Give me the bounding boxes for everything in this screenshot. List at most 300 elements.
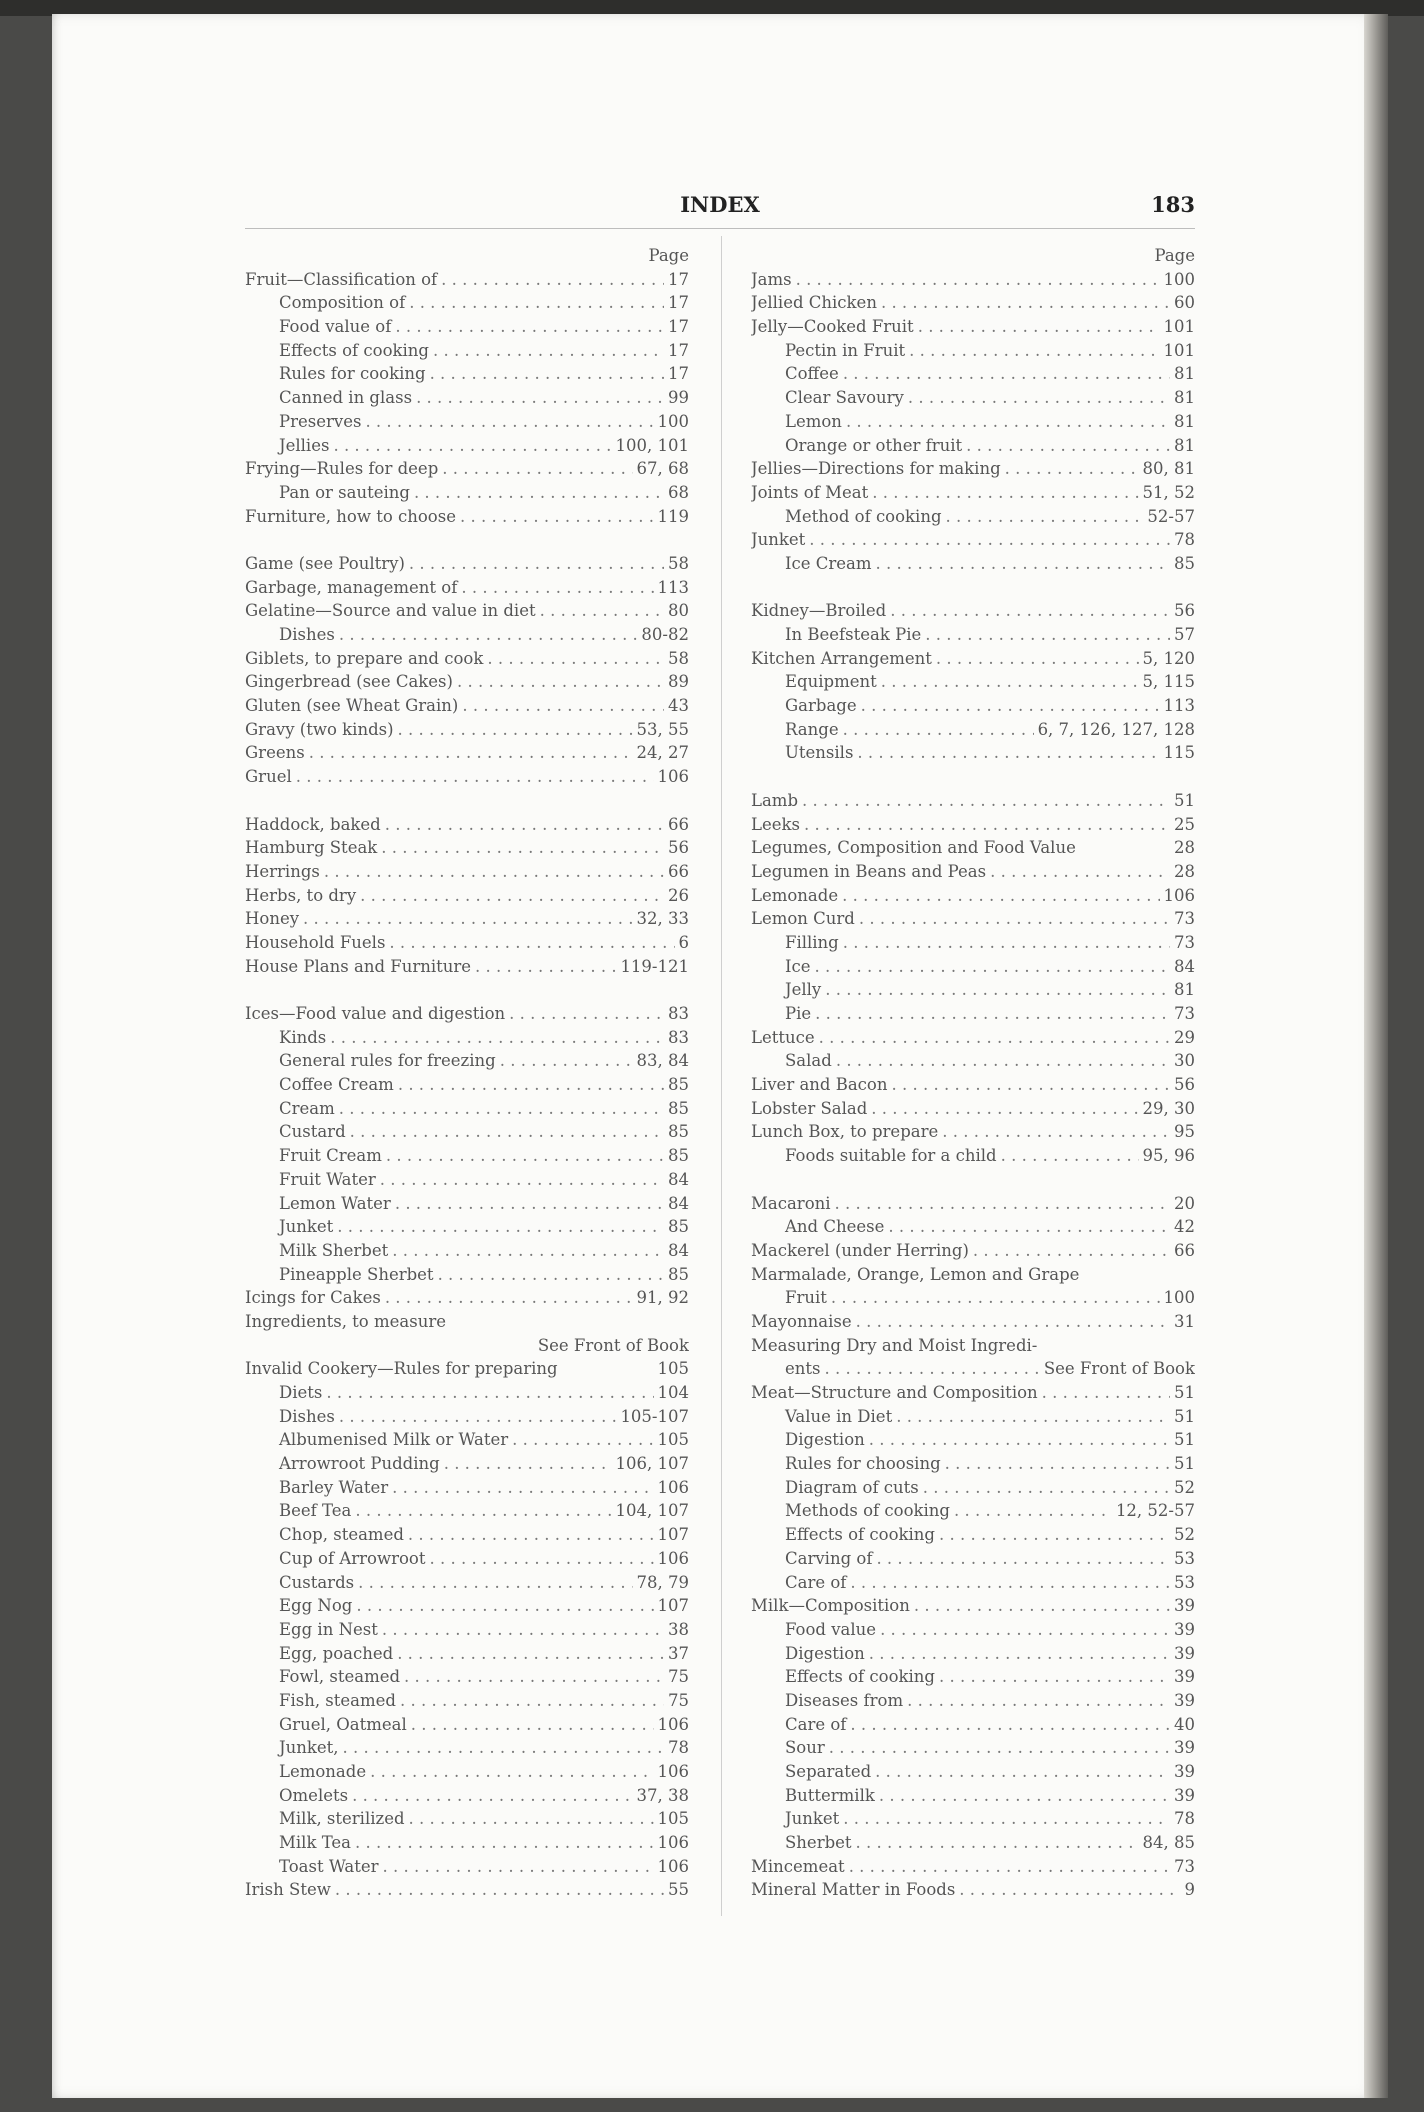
entry-term: Sour (785, 1738, 825, 1758)
entry-page-ref: 52 (1174, 1525, 1195, 1545)
dot-leader (836, 1049, 1170, 1073)
index-entry (245, 1002, 689, 1026)
entry-term: Hamburg Steak (245, 838, 378, 858)
index-spacer (751, 1168, 1195, 1192)
index-subentry (751, 718, 1195, 742)
entry-page-ref: 85 (668, 1122, 689, 1142)
entry-page-ref: 58 (668, 648, 689, 668)
entry-page-ref: 84 (668, 1169, 689, 1189)
dot-leader (355, 1831, 653, 1855)
entry-term: Dishes (279, 1406, 335, 1426)
index-entry (751, 1334, 1195, 1358)
entry-term: Garbage (785, 696, 857, 716)
page-column-heading (245, 244, 689, 268)
entry-term: Carving of (785, 1548, 873, 1568)
dot-leader (350, 1120, 664, 1144)
index-spacer (245, 789, 689, 813)
index-entry (751, 789, 1195, 813)
dot-leader (398, 1073, 664, 1097)
entry-term: Junket, (279, 1738, 339, 1758)
dot-leader (409, 1807, 654, 1831)
index-subentry (245, 1144, 689, 1168)
page-title: INDEX (680, 192, 760, 217)
entry-page-ref: 51 (1174, 790, 1195, 810)
dot-leader (809, 528, 1170, 552)
dot-leader (908, 386, 1170, 410)
index-entry (751, 860, 1195, 884)
dot-leader (330, 1026, 664, 1050)
dot-leader (869, 1428, 1170, 1452)
dot-leader (1001, 1144, 1139, 1168)
dot-leader (397, 1642, 664, 1666)
dot-leader (939, 1665, 1170, 1689)
dot-leader (869, 1642, 1170, 1666)
index-subentry (751, 410, 1195, 434)
dot-leader (843, 362, 1170, 386)
index-subentry (245, 1405, 689, 1429)
index-subentry (245, 1594, 689, 1618)
dot-leader (843, 718, 1034, 742)
dot-leader (339, 1097, 664, 1121)
entry-term: Pectin in Fruit (785, 340, 906, 360)
dot-leader (370, 1760, 653, 1784)
index-subentry (751, 1476, 1195, 1500)
index-entry (751, 884, 1195, 908)
index-subentry (751, 1618, 1195, 1642)
index-subentry (245, 1428, 689, 1452)
dot-leader (856, 1310, 1170, 1334)
entry-page-ref: 105 (657, 1430, 689, 1450)
entry-page-ref: 83 (668, 1027, 689, 1047)
entry-page-ref: 81 (1174, 388, 1195, 408)
index-subentry (245, 291, 689, 315)
dot-leader (360, 884, 664, 908)
entry-term: Effects of cooking (785, 1667, 935, 1687)
entry-term: Beef Tea (279, 1501, 352, 1521)
entry-term: Gruel (245, 767, 292, 787)
index-entry (751, 813, 1195, 837)
entry-page-ref: 52 (1174, 1477, 1195, 1497)
entry-page-ref: 84 (668, 1193, 689, 1213)
index-subentry (245, 1665, 689, 1689)
entry-term: Omelets (279, 1785, 349, 1805)
index-subentry (751, 1428, 1195, 1452)
dot-leader (457, 670, 664, 694)
dot-leader (802, 789, 1170, 813)
entry-page-ref: See Front of Book (1043, 1359, 1195, 1379)
entry-page-ref: 78 (1174, 530, 1195, 550)
dot-leader (411, 1713, 654, 1737)
entry-term: Composition of (279, 293, 406, 313)
entry-term: Diets (279, 1383, 323, 1402)
entry-page-ref: 91, 92 (636, 1288, 689, 1308)
entry-page-ref: 40 (1174, 1714, 1195, 1734)
dot-leader (876, 552, 1170, 576)
entry-page-ref: 17 (668, 293, 689, 313)
cross-reference-text: See Front of Book (537, 1335, 689, 1355)
entry-term: Ingredients, to measure (245, 1311, 446, 1331)
entry-page-ref: 39 (1174, 1667, 1195, 1687)
entry-term: Herrings (245, 861, 320, 881)
index-entry (751, 599, 1195, 623)
dot-leader (382, 1618, 664, 1642)
entry-term: Buttermilk (785, 1785, 875, 1805)
index-subentry (245, 1381, 689, 1405)
entry-term: Filling (785, 932, 839, 952)
dot-leader (326, 1381, 653, 1405)
dot-leader (881, 291, 1170, 315)
entry-term: Gluten (see Wheat Grain) (245, 696, 459, 716)
index-entry (751, 291, 1195, 315)
index-entry (751, 1855, 1195, 1879)
entry-term: Fish, steamed (279, 1690, 396, 1710)
index-entry (245, 576, 689, 600)
entry-term: Separated (785, 1762, 872, 1781)
entry-page-ref: 39 (1174, 1619, 1195, 1639)
dot-leader (890, 599, 1170, 623)
dot-leader (850, 1713, 1170, 1737)
entry-term: Ice (785, 956, 811, 976)
dot-leader (859, 907, 1170, 931)
entry-page-ref: 106 (657, 1548, 689, 1568)
index-subentry (751, 1807, 1195, 1831)
entry-page-ref: 106 (657, 767, 689, 787)
entry-page-ref: 37 (668, 1643, 689, 1663)
dot-leader (907, 1689, 1170, 1713)
dot-leader (796, 268, 1160, 292)
page-header (245, 192, 1195, 228)
dot-leader (825, 1357, 1040, 1381)
index-spacer (751, 576, 1195, 600)
dot-leader (392, 1239, 664, 1263)
dot-leader (909, 339, 1159, 363)
entry-page-ref: 106 (657, 1477, 689, 1497)
index-entry (751, 528, 1195, 552)
index-subentry (751, 1831, 1195, 1855)
entry-term: Icings for Cakes (245, 1288, 381, 1308)
entry-page-ref: 51 (1174, 1406, 1195, 1426)
entry-term: Food value of (279, 317, 392, 337)
dot-leader (857, 741, 1159, 765)
dot-leader (333, 434, 611, 458)
entry-term: Lobster Salad (751, 1098, 868, 1118)
entry-page-ref: 95 (1174, 1122, 1195, 1142)
dot-leader (386, 1144, 664, 1168)
dot-leader (914, 1594, 1170, 1618)
index-entry (751, 907, 1195, 931)
entry-page-ref: 113 (657, 577, 689, 597)
entry-page-ref: 78 (668, 1738, 689, 1758)
index-subentry (245, 434, 689, 458)
entry-page-ref: 67, 68 (636, 459, 689, 479)
entry-term: Lunch Box, to prepare (751, 1122, 939, 1142)
dot-leader (414, 481, 664, 505)
index-subentry (245, 1855, 689, 1879)
entry-page-ref: 80, 81 (1142, 459, 1195, 479)
entry-page-ref: 84, 85 (1142, 1833, 1195, 1853)
dot-leader (1005, 457, 1139, 481)
index-subentry (751, 1523, 1195, 1547)
entry-term: Dishes (279, 625, 335, 644)
entry-term: Effects of cooking (785, 1525, 935, 1545)
entry-term: Household Fuels (245, 932, 386, 952)
entry-term: Food value (785, 1619, 877, 1639)
entry-term: Rules for choosing (785, 1454, 941, 1474)
entry-term: Marmalade, Orange, Lemon and Grape (751, 1264, 1080, 1284)
dot-leader (409, 552, 664, 576)
entry-term: Equipment (785, 672, 877, 692)
entry-page-ref: 51 (1174, 1430, 1195, 1450)
index-entry (245, 1310, 689, 1334)
dot-leader (355, 1499, 611, 1523)
dot-leader (1042, 1381, 1170, 1405)
entry-page-ref: 9 (1184, 1880, 1195, 1900)
entry-page-ref: 85 (668, 1075, 689, 1095)
entry-page-ref: 105-107 (620, 1406, 689, 1426)
dot-leader (512, 1428, 653, 1452)
entry-page-ref: 101 (1163, 340, 1195, 360)
entry-term: Legumes, Composition and Food Value (751, 838, 1076, 858)
entry-term: Cup of Arrowroot (279, 1548, 426, 1568)
entry-term: Pineapple Sherbet (279, 1264, 434, 1284)
entry-term: Effects of cooking (279, 340, 429, 360)
entry-term: Macaroni (751, 1193, 831, 1213)
index-subentry (245, 315, 689, 339)
index-entry (751, 268, 1195, 292)
index-subentry (245, 1073, 689, 1097)
entry-term: Chop, steamed (279, 1525, 404, 1545)
dot-leader (385, 813, 664, 837)
dot-leader (380, 1168, 664, 1192)
entry-page-ref: 66 (668, 814, 689, 834)
index-subentry (245, 1239, 689, 1263)
dot-leader (892, 1073, 1171, 1097)
entry-term: Jellied Chicken (751, 293, 877, 313)
dot-leader (303, 907, 632, 931)
dot-leader (888, 1215, 1170, 1239)
dot-leader (936, 647, 1139, 671)
dot-leader (509, 1002, 664, 1026)
entry-term: Fruit Water (279, 1169, 376, 1189)
entry-term: General rules for freezing (279, 1051, 496, 1071)
index-subentry (751, 955, 1195, 979)
dot-leader (430, 362, 664, 386)
index-entry (245, 884, 689, 908)
index-subentry (245, 410, 689, 434)
index-subentry (245, 1571, 689, 1595)
entry-term: Pan or sauteing (279, 482, 410, 502)
dot-leader (444, 1452, 612, 1476)
entry-page-ref: 6 (678, 932, 689, 952)
entry-page-ref: 100 (1163, 1288, 1195, 1308)
dot-leader (879, 1784, 1170, 1808)
dot-leader (365, 410, 653, 434)
entry-page-ref: 39 (1174, 1738, 1195, 1758)
index-entry (751, 1073, 1195, 1097)
page-heading-label: Page (1154, 246, 1195, 265)
entry-page-ref: 60 (1174, 293, 1195, 313)
index-entry (245, 836, 689, 860)
entry-page-ref: 107 (657, 1596, 689, 1616)
entry-page-ref: 83 (668, 1004, 689, 1023)
entry-term: Gelatine—Source and value in diet (245, 601, 536, 621)
entry-page-ref: 26 (668, 885, 689, 905)
entry-page-ref: 43 (668, 696, 689, 716)
dot-leader (337, 1215, 664, 1239)
entry-term: Digestion (785, 1643, 865, 1663)
index-entry (751, 647, 1195, 671)
index-subentry (751, 1784, 1195, 1808)
entry-term: Kinds (279, 1027, 327, 1047)
dot-leader (856, 1831, 1139, 1855)
entry-term: Frying—Rules for deep (245, 459, 439, 479)
entry-page-ref: 115 (1163, 743, 1195, 763)
dot-leader (324, 860, 664, 884)
dot-leader (835, 1192, 1170, 1216)
entry-term: ents (785, 1359, 821, 1379)
entry-page-ref: 53 (1174, 1548, 1195, 1568)
entry-term: Junket (785, 1809, 840, 1829)
dot-leader (475, 955, 616, 979)
entry-page-ref: 106 (657, 1714, 689, 1734)
index-subentry (751, 1286, 1195, 1310)
entry-term: Meat—Structure and Composition (751, 1383, 1038, 1402)
dot-leader (339, 623, 638, 647)
index-entry (245, 860, 689, 884)
dot-leader (850, 1571, 1170, 1595)
entry-term: Jellies—Directions for making (751, 459, 1001, 479)
entry-page-ref: 83, 84 (636, 1051, 689, 1071)
dot-leader (395, 315, 664, 339)
index-spacer (245, 978, 689, 1002)
entry-page-ref: 101 (1163, 317, 1195, 337)
entry-term: Mineral Matter in Foods (751, 1880, 956, 1900)
entry-page-ref: 99 (668, 388, 689, 408)
entry-term: Methods of cooking (785, 1501, 950, 1521)
index-column-left (245, 244, 689, 1902)
index-entry (245, 718, 689, 742)
index-column-right (751, 244, 1195, 1902)
entry-page-ref: 28 (1174, 838, 1195, 858)
index-subentry (751, 1452, 1195, 1476)
index-subentry (245, 1689, 689, 1713)
dot-leader (945, 1452, 1170, 1476)
entry-page-ref: 31 (1174, 1311, 1195, 1331)
entry-term: Diagram of cuts (785, 1477, 919, 1497)
entry-term: Value in Diet (785, 1406, 893, 1426)
entry-page-ref: 56 (668, 838, 689, 858)
entry-term: Jelly—Cooked Fruit (751, 317, 914, 337)
entry-term: Mackerel (under Herring) (751, 1240, 969, 1260)
index-entry (245, 457, 689, 481)
index-entry (751, 836, 1195, 860)
index-entry (751, 1594, 1195, 1618)
page-heading-label: Page (648, 246, 689, 265)
entry-term: Haddock, baked (245, 814, 381, 834)
index-entry (245, 931, 689, 955)
dot-leader (460, 505, 654, 529)
index-subentry (751, 978, 1195, 1002)
dot-leader (382, 1855, 653, 1879)
entry-term: Albumenised Milk or Water (279, 1430, 509, 1450)
entry-page-ref: 12, 52-57 (1115, 1501, 1195, 1521)
entry-page-ref: 81 (1174, 980, 1195, 1000)
index-subentry (751, 386, 1195, 410)
entry-term: Junket (751, 530, 806, 550)
index-subentry (751, 694, 1195, 718)
entry-page-ref: 20 (1174, 1193, 1195, 1213)
entry-term: Digestion (785, 1430, 865, 1450)
entry-term: Egg in Nest (279, 1619, 378, 1639)
dot-leader (871, 1097, 1138, 1121)
dot-leader (395, 1192, 664, 1216)
dot-leader (918, 315, 1160, 339)
entry-page-ref: 75 (668, 1667, 689, 1687)
entry-page-ref: 29 (1174, 1027, 1195, 1047)
column-divider (721, 236, 722, 1916)
dot-leader (398, 718, 633, 742)
entry-term: Measuring Dry and Moist Ingredi- (751, 1335, 1038, 1355)
entry-term: Fowl, steamed (279, 1667, 401, 1687)
entry-term: Egg, poached (279, 1643, 394, 1663)
entry-term: Mayonnaise (751, 1311, 852, 1331)
dot-leader (831, 1286, 1160, 1310)
index-spacer (245, 528, 689, 552)
entry-page-ref: 6, 7, 126, 127, 128 (1037, 719, 1195, 739)
entry-page-ref: 30 (1174, 1051, 1195, 1071)
entry-term: Fruit—Classification of (245, 269, 438, 289)
dot-leader (881, 670, 1139, 694)
dot-leader (829, 1736, 1170, 1760)
header-rule (245, 228, 1195, 229)
entry-page-ref: 84 (1174, 956, 1195, 976)
entry-page-ref: 56 (1174, 601, 1195, 621)
entry-page-ref: 39 (1174, 1762, 1195, 1781)
entry-page-ref: 106 (1163, 885, 1195, 905)
dot-leader (442, 457, 632, 481)
index-subentry (245, 481, 689, 505)
entry-page-ref: 24, 27 (636, 743, 689, 763)
entry-page-ref: 66 (1174, 1240, 1195, 1260)
entry-page-ref: 95, 96 (1142, 1146, 1195, 1166)
dot-leader (861, 694, 1160, 718)
entry-term: Method of cooking (785, 506, 942, 526)
entry-page-ref: 100 (657, 411, 689, 431)
dot-leader (339, 1405, 617, 1429)
dot-leader (849, 1855, 1170, 1879)
dot-leader (381, 836, 664, 860)
entry-term: Diseases from (785, 1690, 904, 1710)
entry-term: Milk, sterilized (279, 1809, 405, 1829)
index-subentry (245, 1713, 689, 1737)
index-subentry (245, 1523, 689, 1547)
page-column-heading (751, 244, 1195, 268)
index-entry (245, 599, 689, 623)
index-entry (751, 1026, 1195, 1050)
entry-page-ref: 73 (1174, 909, 1195, 929)
entry-term: Lemonade (279, 1762, 367, 1781)
entry-term: Fruit (785, 1288, 827, 1308)
dot-leader (433, 339, 664, 363)
index-subentry (751, 1049, 1195, 1073)
dot-leader (872, 481, 1138, 505)
index-subentry (751, 1547, 1195, 1571)
dot-leader (815, 955, 1170, 979)
index-subentry (245, 1831, 689, 1855)
entry-term: Lemon Curd (751, 909, 855, 929)
page-number: 183 (1151, 192, 1195, 217)
index-entry (245, 741, 689, 765)
